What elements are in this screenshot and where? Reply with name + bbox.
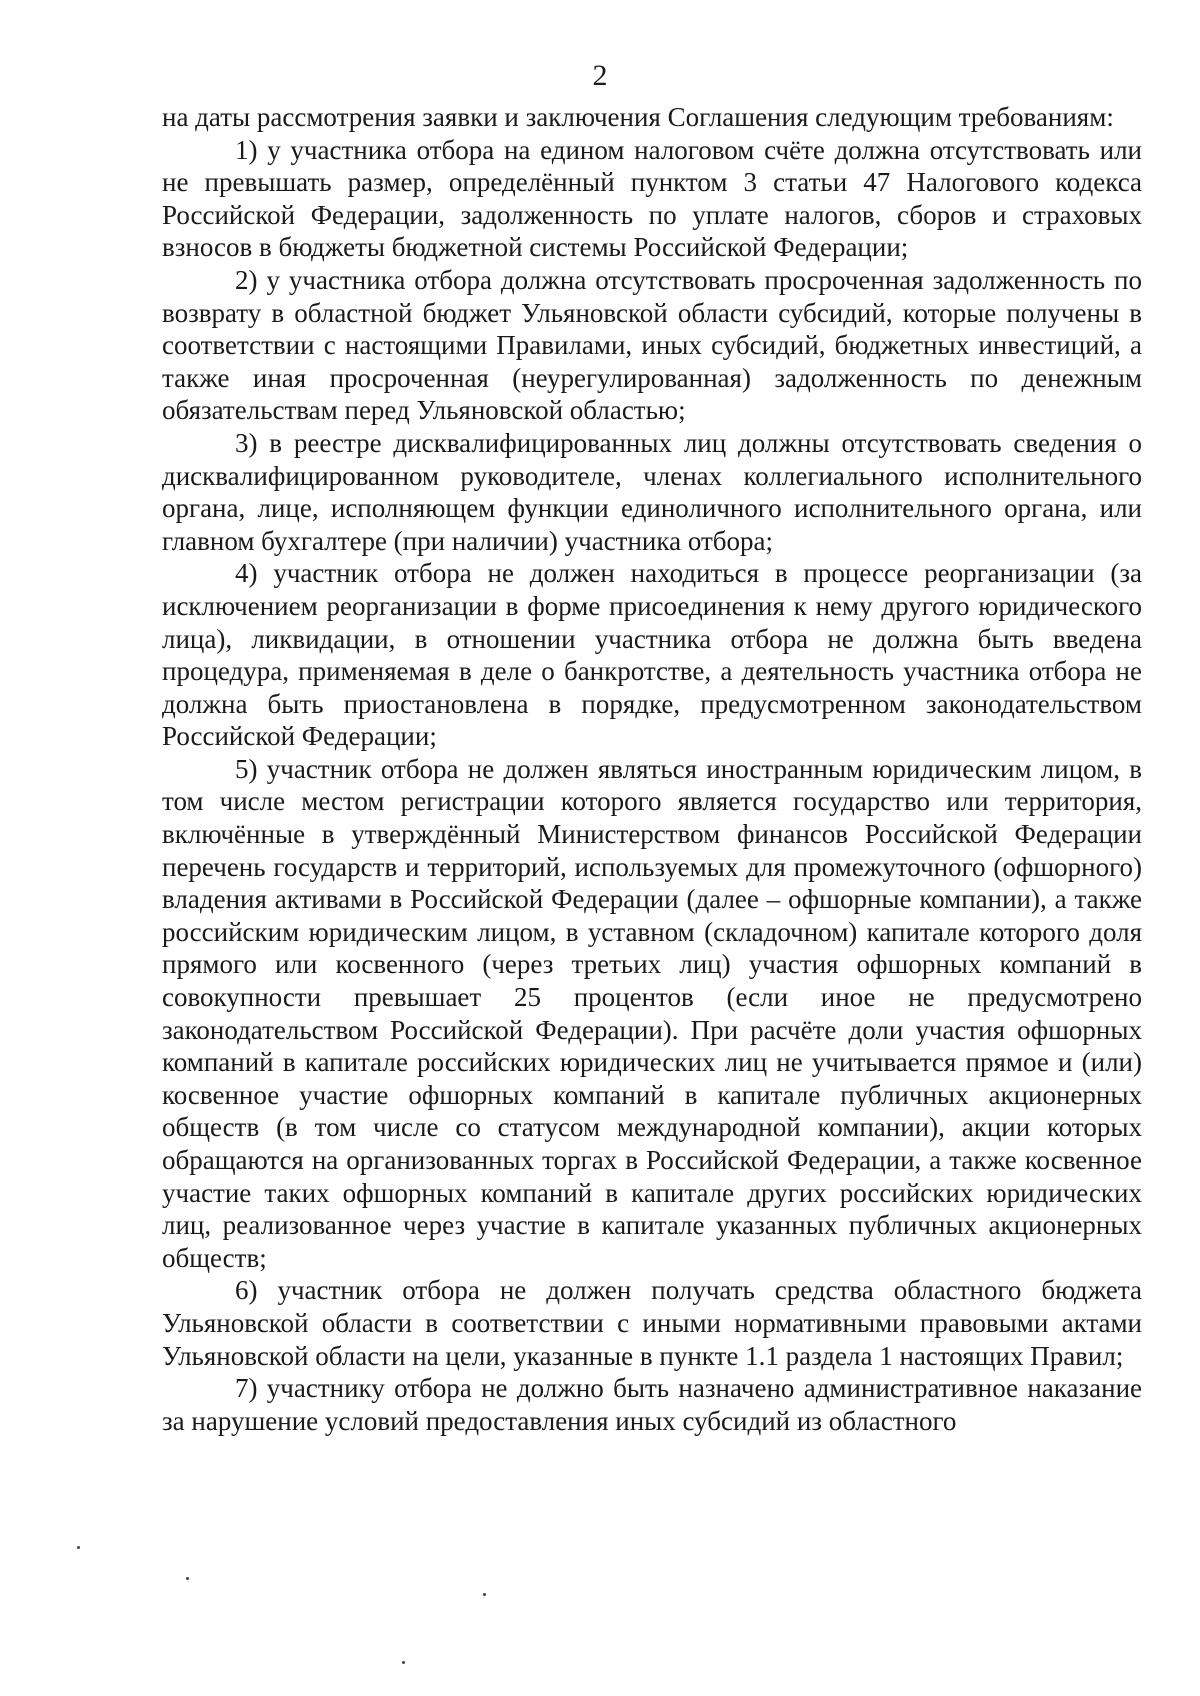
paragraph-requirement-1: 1) у участника отбора на едином налоговом счёте должна отсутствовать или не превышать размер, определённый пунктом 3 статьи 47 Налогового кодекса Российской Федерации, задолженность по уплате налогов, сборов и страховых взносов в бюджеты бюджетной системы Российской Федерации;: [162, 134, 1142, 263]
paragraph-requirement-7: 7) участнику отбора не должно быть назначено административное наказание за нарушение условий предоставления иных субсидий из областного: [162, 1373, 1142, 1436]
page-number: 2: [592, 59, 608, 92]
scan-speck: [402, 1661, 405, 1664]
paragraph-requirement-2: 2) у участника отбора должна отсутствовать просроченная задолженность по возврату в областной бюджет Ульяновской области субсидий, которые получены в соответствии с настоящими Правилами, иных субсидий, бюджетных инвестиций, а также иная просроченная (неурегулированная) задолженность по денежным обязательствам перед Ульяновской областью;: [162, 264, 1142, 426]
paragraph-intro: на даты рассмотрения заявки и заключения Соглашения следующим требованиям:: [162, 102, 1114, 132]
paragraph-requirement-3: 3) в реестре дисквалифицированных лиц должны отсутствовать сведения о дисквалифицированном руководителе, членах коллегиального исполнительного органа, лице, исполняющем функции единоличного исполнительного органа, или главном бухгалтере (при наличии) участника отбора;: [162, 427, 1142, 556]
document-body: [162, 101, 1142, 1437]
paragraph-requirement-4: 4) участник отбора не должен находиться в процессе реорганизации (за исключением реорганизации в форме присоединения к нему другого юридического лица), ликвидации, в отношении участника отбора не должна быть введена процедура, применяемая в деле о банкротстве, а деятельность участника отбора не должна быть приостановлена в порядке, предусмотренном законодательством Российской Федерации;: [162, 558, 1142, 752]
scan-speck: [483, 1593, 486, 1596]
paragraph-requirement-5: 5) участник отбора не должен являться иностранным юридическим лицом, в том числе местом регистрации которого является государство или территория, включённые в утверждённый Министерством финансов Российской Федерации перечень государств и территорий, используемых для промежуточного (офшорного) владения активами в Российской Федерации (далее – офшорные компании), а также российским юридическим лицом, в уставном (складочном) капитале которого доля прямого или косвенного (через третьих лиц) участия офшорных компаний в совокупности превышает 25 процентов (если иное не предусмотрено законодательством Российской Федерации). При расчёте доли участия офшорных компаний в капитале российских юридических лиц не учитывается прямое и (или) косвенное участие офшорных компаний в капитале публичных акционерных обществ (в том числе со статусом международной компании), акции которых обращаются на организованных торгах в Российской Федерации, а также косвенное участие таких офшорных компаний в капитале других российских юридических лиц, реализованное через участие в капитале указанных публичных акционерных обществ;: [162, 753, 1142, 1273]
scan-speck: [77, 1546, 80, 1549]
paragraph-requirement-6: 6) участник отбора не должен получать средства областного бюджета Ульяновской области в соответствии с иными нормативными правовыми актами Ульяновской области на цели, указанные в пункте 1.1 раздела 1 настоящих Правил;: [162, 1275, 1142, 1371]
scan-speck: [186, 1577, 189, 1580]
